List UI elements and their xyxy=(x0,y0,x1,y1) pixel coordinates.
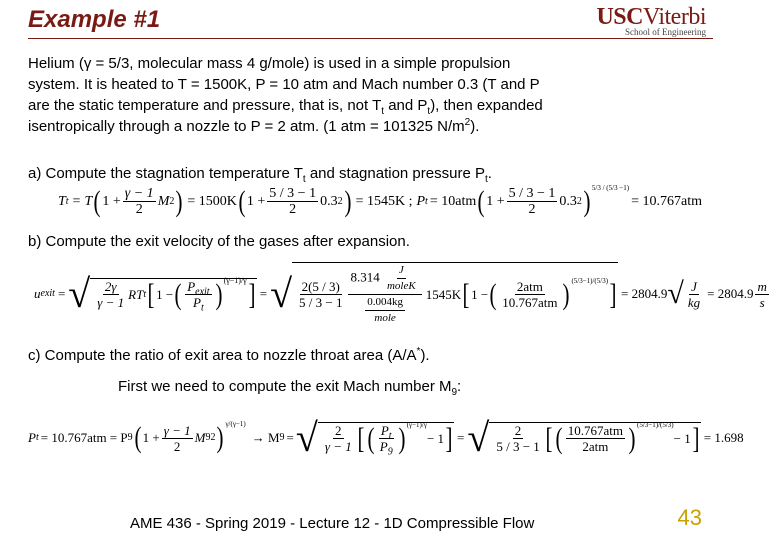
logo-usc: USC xyxy=(596,4,643,30)
footer-course: AME 436 - Spring 2019 - Lecture 12 - 1D Compressible Flow xyxy=(130,515,535,532)
problem-line-4: isentropically through a nozzle to P = 2 atm. (1 atm = 101325 $N/m^2$). xyxy=(28,117,480,135)
part-c-question: c) Compute the ratio of exit area to nozzle throat area (A/A*). xyxy=(28,346,430,364)
page-number: 43 xyxy=(677,505,702,530)
part-b-question: b) Compute the exit velocity of the gases after expansion. xyxy=(28,233,410,250)
problem-statement xyxy=(28,53,700,137)
slide-title: Example #1 xyxy=(28,6,161,33)
logo-viterbi: Viterbi xyxy=(642,4,706,30)
problem-line-3: are the static temperature and pressure, that is, not $T_t$ and $P_t$), then expanded xyxy=(28,97,543,117)
equation-a: T t = T ( 1 + $\frac{\gamma - 1}{2}$ M 2 ) = 1500K ( 1 + $\frac{5 / 3 - 1}{2}$ 0.3 2 ) = 1545K ; P t = 10atm ( 1 + $\frac{5 / 3 - 1}{2}$ 0.3 2 ) $^{5/3 / (5/3 -1)}$ = 10.767atm xyxy=(58,183,703,218)
usc-viterbi-logo xyxy=(556,4,706,37)
logo-subtitle: School of Engineering xyxy=(625,27,706,37)
equation-b: u exit = √ $\frac{2\gamma}{\gamma - 1}$ RT t [ 1 − ( $\frac{P_{exit}}{P_t}$ ) $^{(\gamma-1)/\gamma}$ ] = √ $\frac{2(5 / 3)}{5 / 3 - 1}$ 8.314 $\frac{J}{\text{moleK}}$ $\frac{0.004kg}{\text{mole}}$ 1545K [ 1 − ( $\frac{\text{2atm}}{\text{10.767atm}}$ ) $^{(5/3-1)/(5/3)}$ ] = 2804.9 √ $\frac{J}{kg}$ = 2804.9 $\frac{m}{s}$ xyxy=(34,264,767,324)
part-c-first-step: First we need to compute the exit Mach number $M_9$: xyxy=(118,378,462,398)
part-a-question: a) Compute the stagnation temperature $T_t$ and stagnation pressure $P_t$. xyxy=(28,165,492,185)
title-divider xyxy=(28,38,713,39)
problem-line-1: Helium (γ = 5/3, molecular mass 4 g/mole) is used in a simple propulsion xyxy=(28,55,511,72)
problem-line-2: system. It is heated to T = 1500K, P = 10 atm and Mach number 0.3 (T and P xyxy=(28,76,540,93)
equation-c: P t = 10.767atm = P 9 ( 1 + $\frac{\gamma - 1}{2}$ M 9 2 ) $^{\gamma/(\gamma-1)}$ → M 9 = √ $\frac{2}{\gamma - 1}$ [ ( $\frac{P_t}{P_9}$ ) $^{(\gamma-1)/\gamma}$ − 1 ] = √ $\frac{2}{5 / 3 - 1}$ [ ( $\frac{\text{10.767atm}}{\text{2atm}}$ ) $^{(5/3-1)/(5/3)}$ − 1 ] = 1.698 xyxy=(28,415,744,460)
